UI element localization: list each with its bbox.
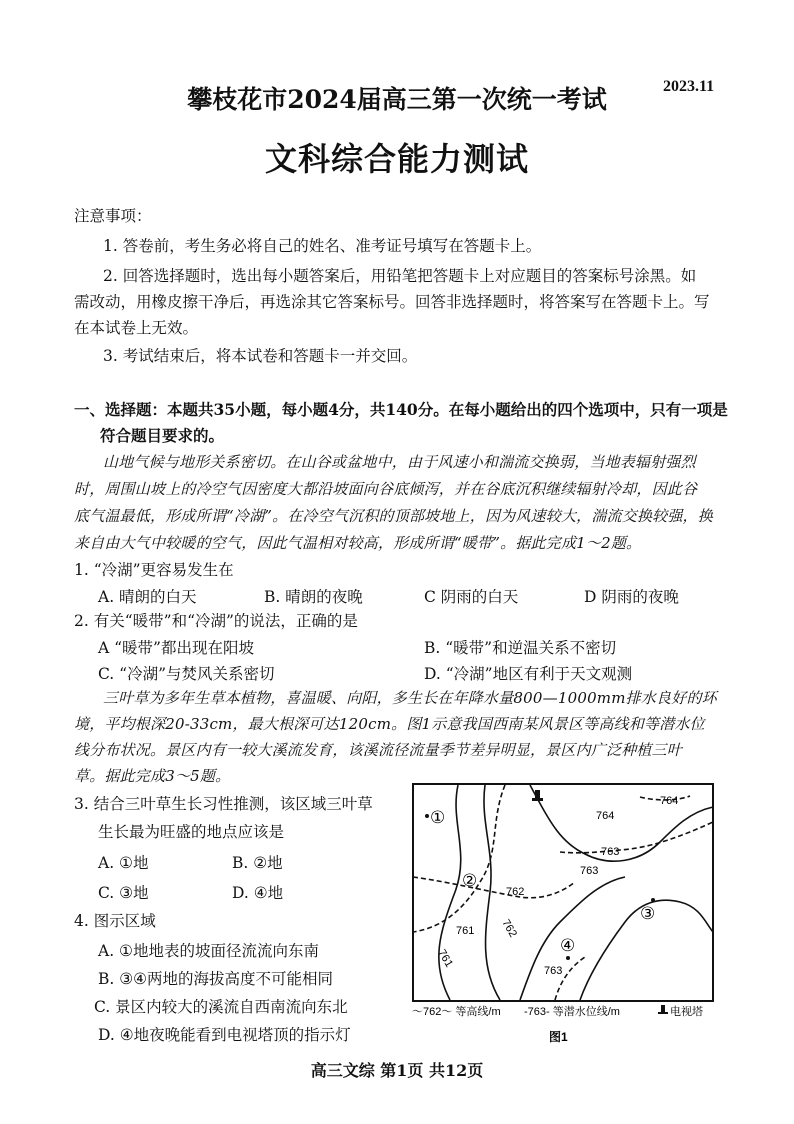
q4-stem: 4. 图示区域 — [74, 912, 156, 930]
q3-option-c: C. ③地 — [98, 884, 149, 902]
contour-line-764 — [530, 785, 713, 861]
exam-date: 2023.11 — [663, 78, 715, 95]
site-dot-4 — [566, 956, 570, 960]
q1-option-d: D 阴雨的夜晚 — [584, 588, 679, 606]
contour-label: 764 — [660, 795, 679, 807]
water-line-763-south — [555, 957, 585, 1000]
water-line-763 — [560, 822, 713, 853]
contour-label: 763 — [580, 865, 599, 877]
water-line-762 — [413, 877, 575, 898]
passage2-line-2: 境，平均根深20-33cm，最大根深可达120cm。图1示意我国西南某风景区等高线和等潜水位 — [74, 715, 705, 733]
contour-label: 761 — [435, 947, 455, 970]
site-dot-1 — [425, 814, 429, 818]
notice-item-2-line-3: 在本试卷上无效。 — [74, 319, 199, 337]
q1-stem: 1. “冷湖”更容易发生在 — [74, 561, 234, 579]
q4-option-d: D. ④地夜晚能看到电视塔顶的指示灯 — [98, 1026, 351, 1044]
site-label-3: ③ — [640, 904, 656, 923]
map-frame — [413, 784, 713, 1001]
site-dot-3 — [651, 898, 655, 902]
q4-option-b: B. ③④两地的海拔高度不可能相同 — [98, 970, 334, 988]
q3-option-a: A. ①地 — [98, 854, 149, 872]
exam-title: 攀枝花市2024届高三第一次统一考试 — [187, 85, 607, 114]
legend-tower-icon — [658, 1005, 668, 1014]
passage1-line-4: 来自由大气中较暖的空气，因此气温相对较高，形成所谓“暖带”。据此完成1～2题。 — [74, 534, 642, 552]
section-heading-line-1: 一、选择题：本题共35小题，每小题4分，共140分。在每小题给出的四个选项中，只有一项是 — [74, 400, 728, 419]
notice-item-1: 1. 答卷前，考生务必将自己的姓名、准考证号填写在答题卡上。 — [103, 237, 542, 255]
legend-contour: ～762～ 等高线/m — [412, 1006, 501, 1018]
q2-option-d: D. “冷湖”地区有利于天文观测 — [424, 665, 633, 683]
q3-stem-line-1: 3. 结合三叶草生长习性推测，该区域三叶草 — [74, 795, 373, 813]
q4-option-a: A. ①地地表的坡面径流流向东南 — [98, 942, 319, 960]
contour-label: 762 — [506, 886, 525, 898]
q2-option-a: A “暖带”都出现在阳坡 — [98, 639, 254, 657]
passage1-line-2: 时，周围山坡上的冷空气因密度大都沿坡面向谷底倾泻，并在谷底沉积继续辐射冷却，因此谷 — [74, 480, 698, 498]
q3-option-d: D. ④地 — [232, 884, 284, 902]
q2-stem: 2. 有关“暖带”和“冷湖”的说法，正确的是 — [74, 612, 358, 630]
passage1-line-3: 底气温最低，形成所谓“冷湖”。在冷空气沉积的顶部坡地上，因为风速较大，湍流交换较强，换 — [74, 507, 713, 525]
q4-option-c: C. 景区内较大的溪流自西南流向东北 — [94, 998, 348, 1016]
contour-label: 762 — [499, 917, 519, 940]
legend-tower: 电视塔 — [670, 1006, 703, 1018]
q3-stem-line-2: 生长最为旺盛的地点应该是 — [98, 823, 285, 841]
page-footer: 高三文综 第1页 共12页 — [310, 1061, 484, 1080]
passage2-line-3: 线分布状况。景区内有一较大溪流发育，该溪流径流量季节差异明显，景区内广泛种植三叶 — [74, 741, 683, 759]
q2-option-b: B. “暖带”和逆温关系不密切 — [424, 639, 617, 657]
contour-label: 761 — [456, 925, 475, 937]
subject-title: 文科综合能力测试 — [264, 140, 529, 178]
legend-water-table: -763- 等潜水位线/m — [524, 1006, 620, 1018]
notice-item-2-line-2: 需改动，用橡皮擦干净后，再选涂其它答案标号。回答非选择题时，将答案写在答题卡上。写 — [74, 293, 710, 311]
contour-label: 764 — [596, 810, 615, 822]
contour-label: 763 — [601, 846, 620, 858]
site-label-2: ② — [462, 871, 478, 890]
q1-option-c: C 阴雨的白天 — [424, 588, 519, 606]
notice-item-3: 3. 考试结束后，将本试卷和答题卡一并交回。 — [103, 347, 418, 365]
site-label-1: ① — [430, 808, 446, 827]
q3-option-b: B. ②地 — [232, 854, 283, 872]
passage2-line-4: 草。据此完成3～5题。 — [74, 767, 231, 785]
q2-option-c: C. “冷湖”与焚风关系密切 — [98, 665, 275, 683]
water-line-761 — [413, 785, 505, 932]
figure-caption: 图1 — [549, 1030, 568, 1044]
figure-1-contour-map — [410, 782, 716, 1047]
passage2-line-1: 三叶草为多年生草本植物，喜温暖、向阳，多生长在年降水量800—1000mm排水良好的环 — [103, 689, 717, 707]
section-heading-line-2: 符合题目要求的。 — [100, 426, 225, 445]
notice-heading: 注意事项： — [74, 207, 152, 225]
notice-item-2-line-1: 2. 回答选择题时，选出每小题答案后，用铅笔把答题卡上对应题目的答案标号涂黑。如 — [103, 267, 697, 285]
site-label-4: ④ — [560, 936, 576, 955]
contour-label: 763 — [544, 965, 563, 977]
passage1-line-1: 山地气候与地形关系密切。在山谷或盆地中，由于风速小和湍流交换弱，当地表辐射强烈 — [103, 453, 696, 471]
q1-option-b: B. 晴朗的夜晚 — [264, 588, 363, 606]
q1-option-a: A. 晴朗的白天 — [98, 588, 197, 606]
